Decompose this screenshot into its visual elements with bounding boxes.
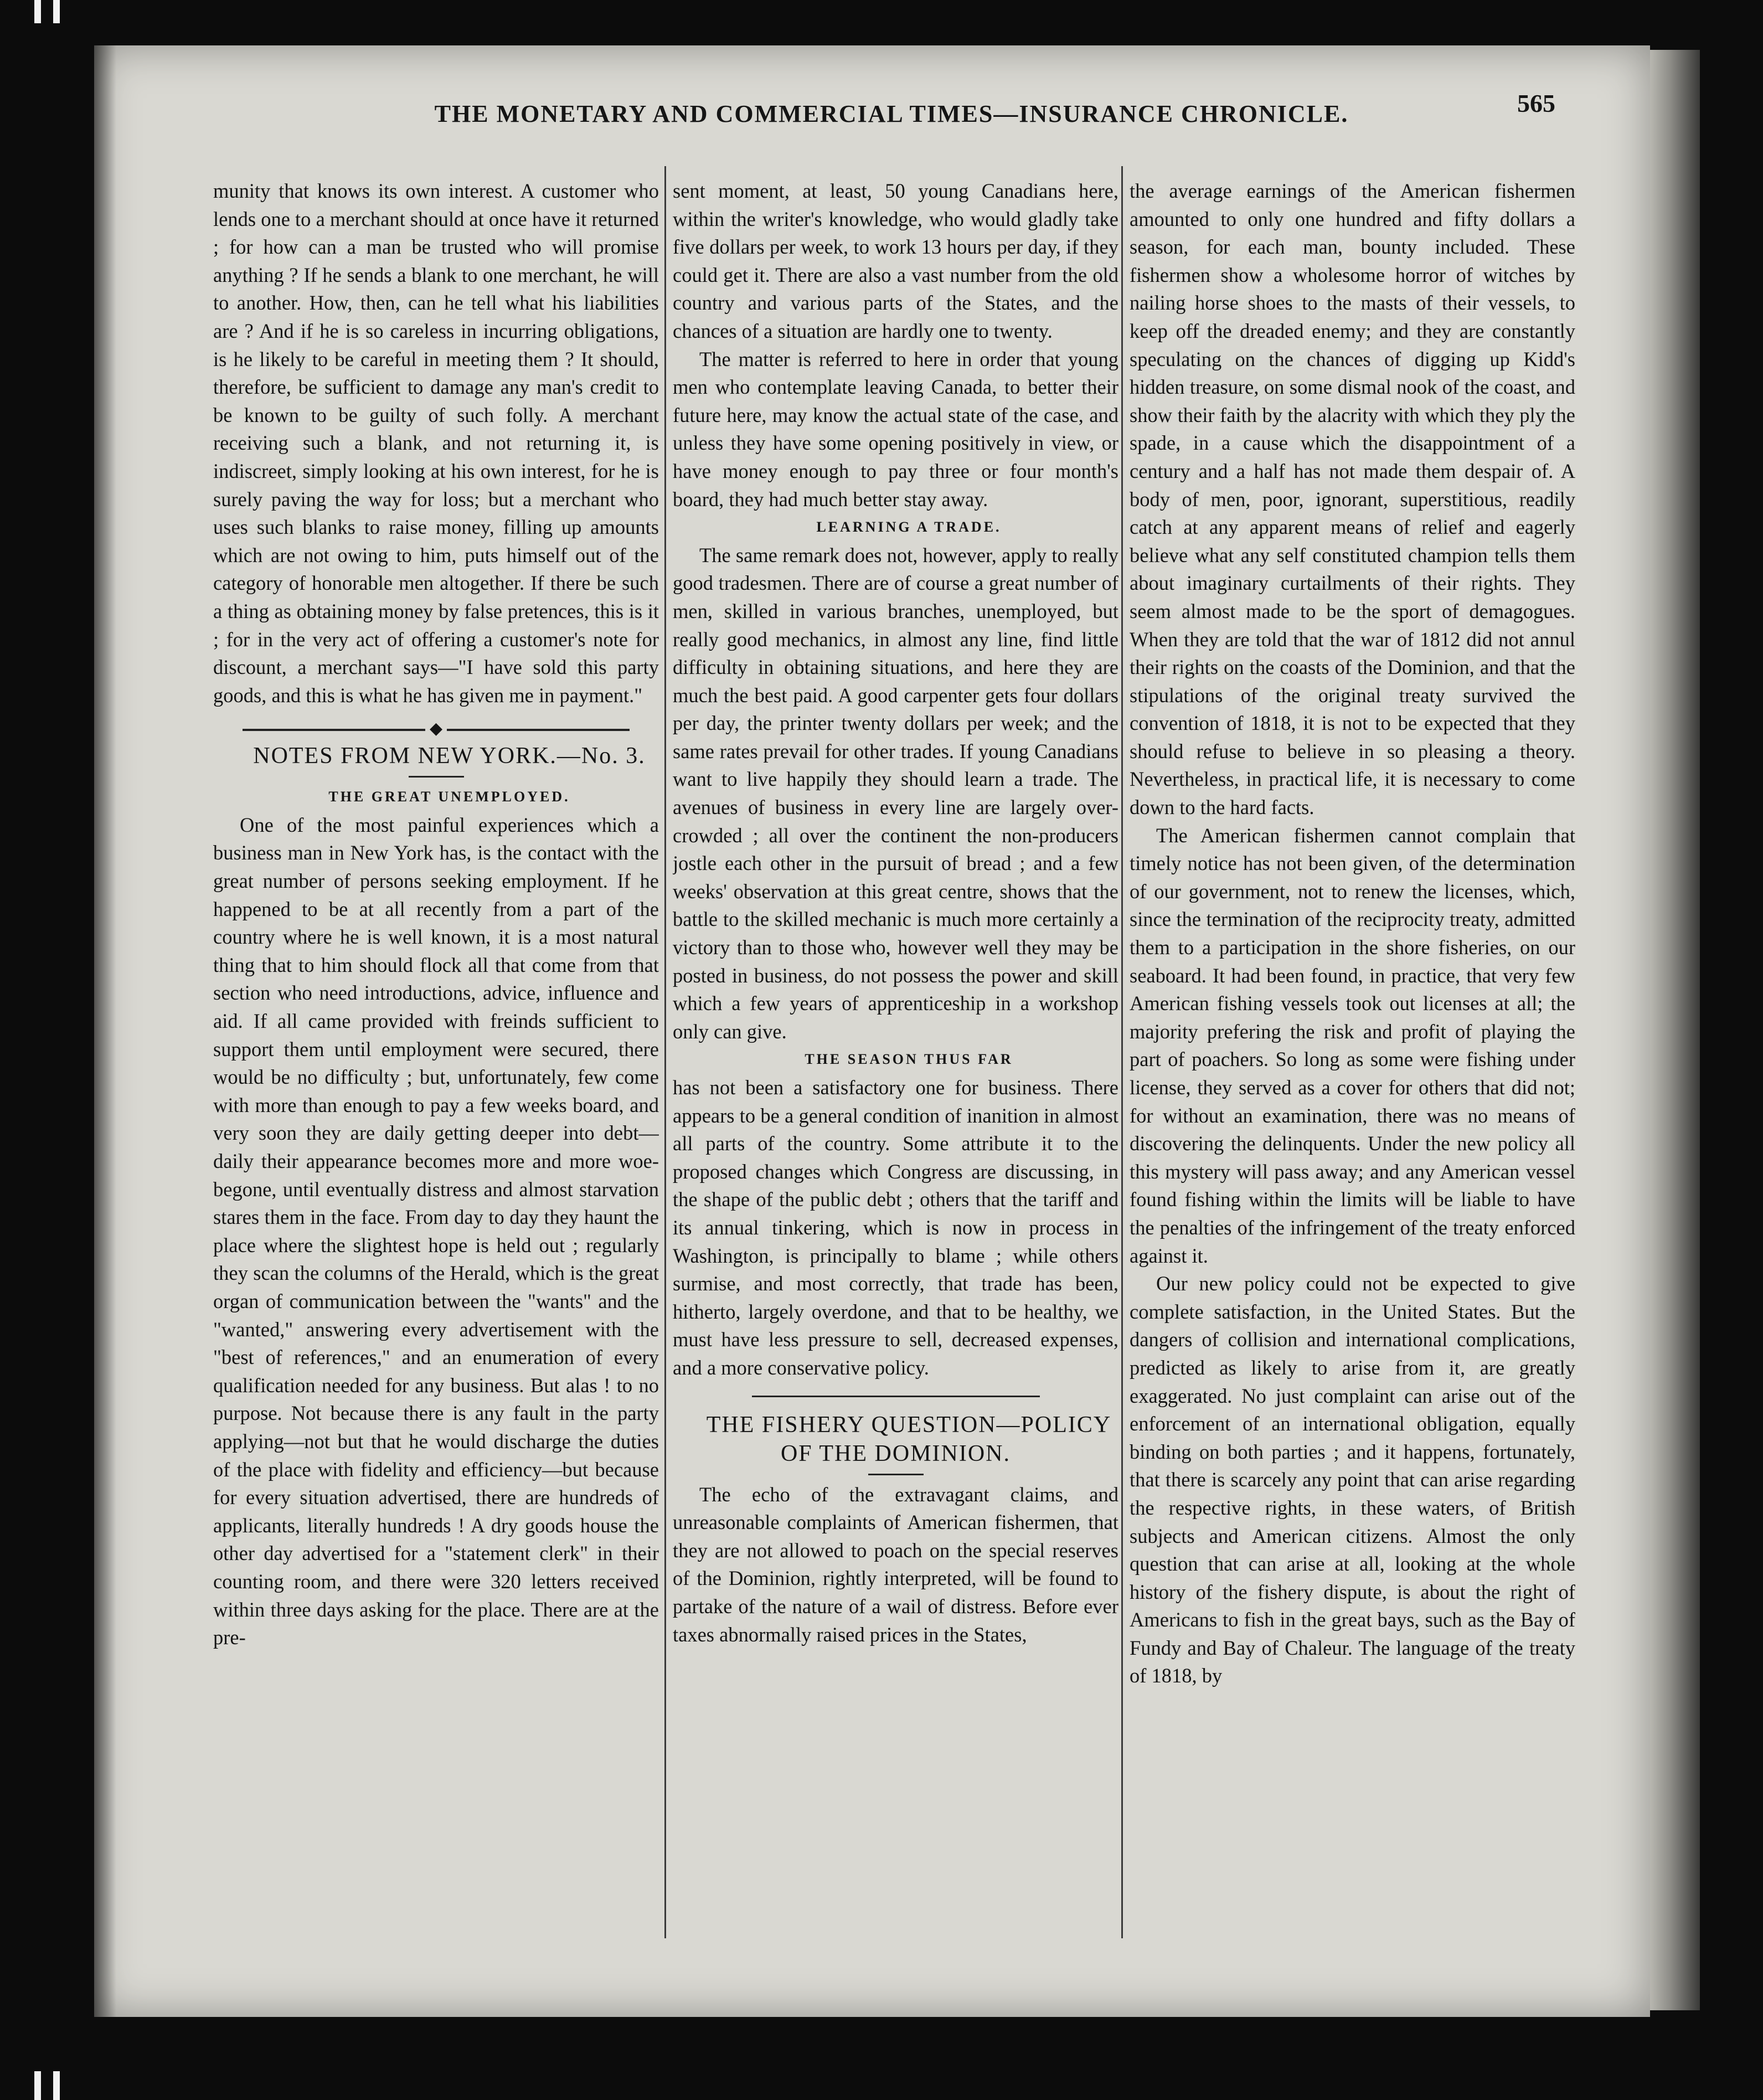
gutter-shadow [94,45,116,2017]
column-1 [213,177,659,1938]
paragraph: sent moment, at least, 50 young Canadians here, within the writer's knowledge, who would gladly take five dollars per week, to work 13 hours per day, if they could get it. There are also a vast number from the old country and various parts of the States, and the chances of a situation are hardly one to twenty. [673,179,1118,342]
film-edge-mark [53,0,60,23]
column-rule [664,166,666,1938]
column-rule [1121,166,1123,1938]
book-page-edge [1650,50,1700,2010]
paragraph: One of the most painful experiences which a business man in New York has, is the contact with the great number of persons seeking employment. If he happened to be at all recently from a part of the country where he is well known, it is a most natural thing that to him should flock all that come from that section who need introductions, advice, influence and aid. If all came provided with freinds sufficient to support them until employment were secured, there would be no difficulty ; but, unfortunately, few come with more than enough to pay a few weeks board, and very soon they are daily getting deeper into debt—daily their appearance becomes more and more woe-begone, until eventually distress and almost starvation stares them in the face. From day to day they haunt the place where the slightest hope is held out ; regularly they scan the columns of the Herald, which is the great organ of communication between the "wants" and the "wanted," answering every advertisement with the "best of references," and an enumeration of every qualification needed for any business. But alas ! to no purpose. Not because there is any fault in the party applying—not but that he would discharge the duties of the place with fidelity and efficiency—but because for every situation advertised, there are hundreds of applicants, literally hundreds ! A dry goods house the other day advertised for a "statement clerk" in their counting room, and there were 320 letters received within three days asking for the place. There are at the pre- [213,813,659,1649]
subheading: THE GREAT UNEMPLOYED. [328,789,570,805]
paragraph: The echo of the extravagant claims, and unreasonable complaints of American fishermen, that they are not allowed to poach on the special reserves of the Dominion, rightly interpreted, will be found to partake of the nature of a wail of distress. Before ever taxes abnormally raised prices in the States, [673,1483,1118,1646]
divider [868,1474,924,1475]
running-head: THE MONETARY AND COMMERCIAL TIMES—INSURANCE CHRONICLE. [434,100,1349,127]
page-number: 565 [1517,89,1555,117]
paragraph: The matter is referred to here in order that young men who contemplate leaving Canada, to better their future here, may know the actual state of the case, and unless they have some opening positively in view, or have money enough to pay three or four month's board, they had much better stay away. [673,347,1118,511]
paragraph: The same remark does not, however, apply to really good tradesmen. There are of course a great number of men, skilled in various branches, unemployed, but really good mechanics, in almost any line, find little difficulty in obtaining situations, and here they are much the best paid. A good carpenter gets four dollars per day, the printer twenty dollars per week; and the same rates prevail for other trades. If young Canadians want to live happily they should learn a trade. The avenues of business in every line are largely over-crowded ; all over the continent the non-producers jostle each other in the pursuit of bread ; and a few weeks' observation at this great centre, shows that the battle to the skilled mechanic is much more certainly a victory than to those who, however well they may be posted in business, do not possess the power and skill which a few years of apprenticeship in a workshop only can give. [673,543,1118,1043]
section-title: THE FISHERY QUESTION—POLICY OF THE DOMINION. [706,1412,1112,1466]
film-edge-mark [34,0,41,23]
film-edge-mark [34,2071,41,2100]
subheading: LEARNING A TRADE. [816,519,1002,536]
paragraph: The American fishermen cannot complain that timely notice has not been given, of the determination of our government, not to renew the licenses, which, since the termination of the reciprocity treaty, admitted them to a participation in the shore fisheries, on our seaboard. It had been found, in practice, that very few American fishing vessels took out licenses at all; the majority prefering the risk and profit of playing the part of poachers. So long as some were fishing under license, they served as a cover for others that did not; for without an examination, there was no means of discovering the delinquents. Under the new policy all this mystery will pass away; and any American vessel found fishing within the limits will be liable to have the penalties of the infringement of the treaty enforced against it. [1130,823,1575,1267]
paragraph: has not been a satisfactory one for business. There appears to be a general condition of inanition in almost all parts of the country. Some attribute it to the proposed changes which Congress are discussing, in the shape of the public debt ; others that the tariff and its annual tinkering, which is now in process in Washington, is principally to blame ; while others surmise, and most correctly, that trade has been, hitherto, largely overdone, and that to be healthy, we must have less pressure to sell, decreased expenses, and a more conservative policy. [673,1076,1118,1379]
paragraph: the average earnings of the American fishermen amounted to only one hundred and fifty dollars a season, for each man, bounty included. These fishermen show a wholesome horror of witches by nailing horse shoes to the masts of their vessels, to keep off the dreaded enemy; and they are constantly speculating on the chances of digging up Kidd's hidden treasure, on some dismal nook of the coast, and show their faith by the alacrity with which they ply the spade, in a cause which the disappointment of a century and a half has not made them despair of. A body of men, poor, ignorant, superstitious, readily catch at any apparent means of relief and eagerly believe what any self constituted champion tells them about imaginary curtailments of their rights. They seem almost made to be the sport of demagogues. When they are told that the war of 1812 did not annul their rights on the coasts of the Dominion, and that the stipulations of the original treaty survived the convention of 1818, it is not to be expected that they should refuse to believe in so pleasing a theory. Nevertheless, in practical life, it is necessary to come down to the hard facts. [1130,179,1575,819]
paragraph: Our new policy could not be expected to give complete satisfaction, in the United States. But the dangers of collision and international complications, predicted as likely to arise from it, are greatly exaggerated. No just complaint can arise out of the enforcement of an international obligation, equally binding on both parties ; and it happens, fortunately, that there is scarcely any point that can arise regarding the respective rights, in these waters, of British subjects and American citizens. Almost the only question that can arise at all, looking at the whole history of the fishery dispute, is about the right of Americans to fish in the great bays, such as the Bay of Fundy and Bay of Chaleur. The language of the treaty of 1818, by [1130,1272,1575,1687]
column-3 [1130,177,1575,1938]
section-title: NOTES FROM NEW YORK.—No. 3. [253,743,646,769]
ornamental-rule: ◆ [213,720,659,737]
paragraph: munity that knows its own interest. A customer who lends one to a merchant should at once have it returned ; for how can a man be trusted who will promise anything ? If he sends a blank to one merchant, he will to another. How, then, can he tell what his liabilities are ? And if he is so careless in incurring obligations, is he likely to be careful in meeting them ? It should, therefore, be sufficient to damage any man's credit to be known to be guilty of such folly. A merchant receiving such a blank, and not returning it, is indiscreet, simply looking at his own interest, for he is surely paving the way for loss; but a merchant who uses such blanks to raise money, filling up amounts which are not owing to him, puts himself out of the category of honorable men altogether. If there be such a thing as obtaining money by false pretences, this is it ; for in the very act of offering a customer's note for discount, a merchant says—"I have sold this party goods, and this is what he has given me in payment." [213,179,659,707]
column-2 [673,177,1118,1938]
subheading: THE SEASON THUS FAR [805,1051,1013,1068]
divider [752,1396,1040,1397]
divider [409,776,464,778]
film-edge-mark [53,2071,60,2100]
